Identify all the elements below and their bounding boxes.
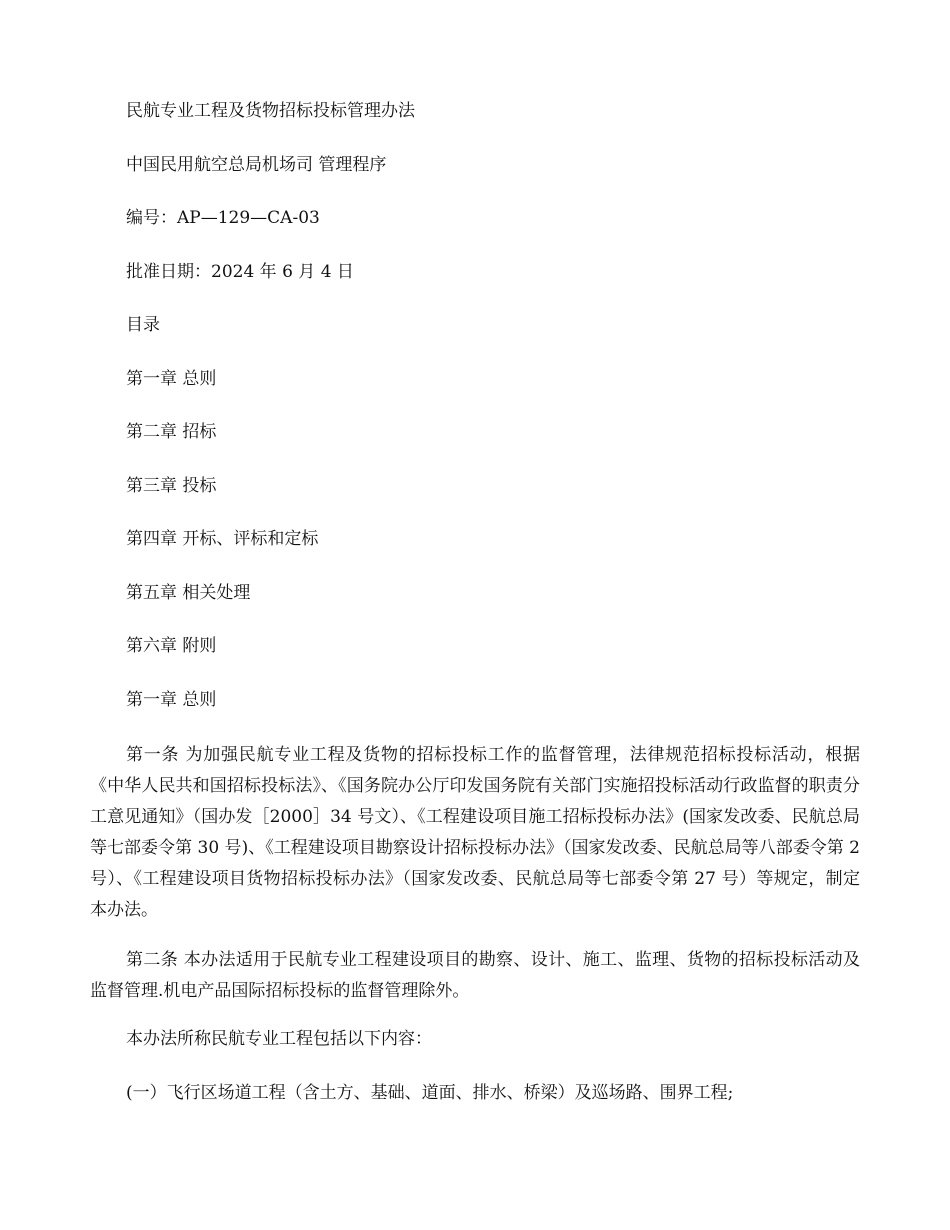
toc-heading: 目录 <box>126 315 160 335</box>
scope-item-1: (一）飞行区场道工程（含土方、基础、道面、排水、桥梁）及巡场路、围界工程; <box>126 1082 734 1103</box>
toc-item-1: 第一章 总则 <box>126 368 217 389</box>
document-issuer: 中国民用航空总局机场司 管理程序 <box>126 154 387 175</box>
toc-item-4: 第四章 开标、评标和定标 <box>126 529 319 549</box>
article-1-paragraph: 第一条 为加强民航专业工程及货物的招标投标工作的监督管理，法律规范招标投标活动，根据《中华人民共和国招标投标法》、《国务院办公厅印发国务院有关部门实施招投标活动行政监督的职责分工意见通知》（国办发［2000］34 号文）、《工程建设项目施工招标投标办法》(国家发改委、民航总局等七部委令第 30 号)、《工程建设项目勘察设计招标投标办法》（国家发改委、民航总局等八部委令第 2 号）、《工程建设项目货物招标投标办法》（国家发改委、民航总局等七部委令第 27 号）等规定，制定本办法。 <box>90 745 860 920</box>
document-title: 民航专业工程及货物招标投标管理办法 <box>126 101 415 121</box>
article-2-paragraph: 第二条 本办法适用于民航专业工程建设项目的勘察、设计、施工、监理、货物的招标投标活动及监督管理.机电产品国际招标投标的监督管理除外。 <box>90 950 860 1001</box>
approval-date: 批准日期：2024 年 6 月 4 日 <box>126 261 354 282</box>
scope-intro: 本办法所称民航专业工程包括以下内容： <box>126 1029 432 1049</box>
toc-item-3: 第三章 投标 <box>126 475 217 496</box>
toc-item-2: 第二章 招标 <box>126 422 217 442</box>
toc-item-5: 第五章 相关处理 <box>126 582 251 603</box>
document-number: 编号：AP—129—CA-03 <box>126 208 320 228</box>
document-body <box>90 98 860 1133</box>
toc-item-6: 第六章 附则 <box>126 636 217 656</box>
chapter-1-heading: 第一章 总则 <box>126 689 217 710</box>
